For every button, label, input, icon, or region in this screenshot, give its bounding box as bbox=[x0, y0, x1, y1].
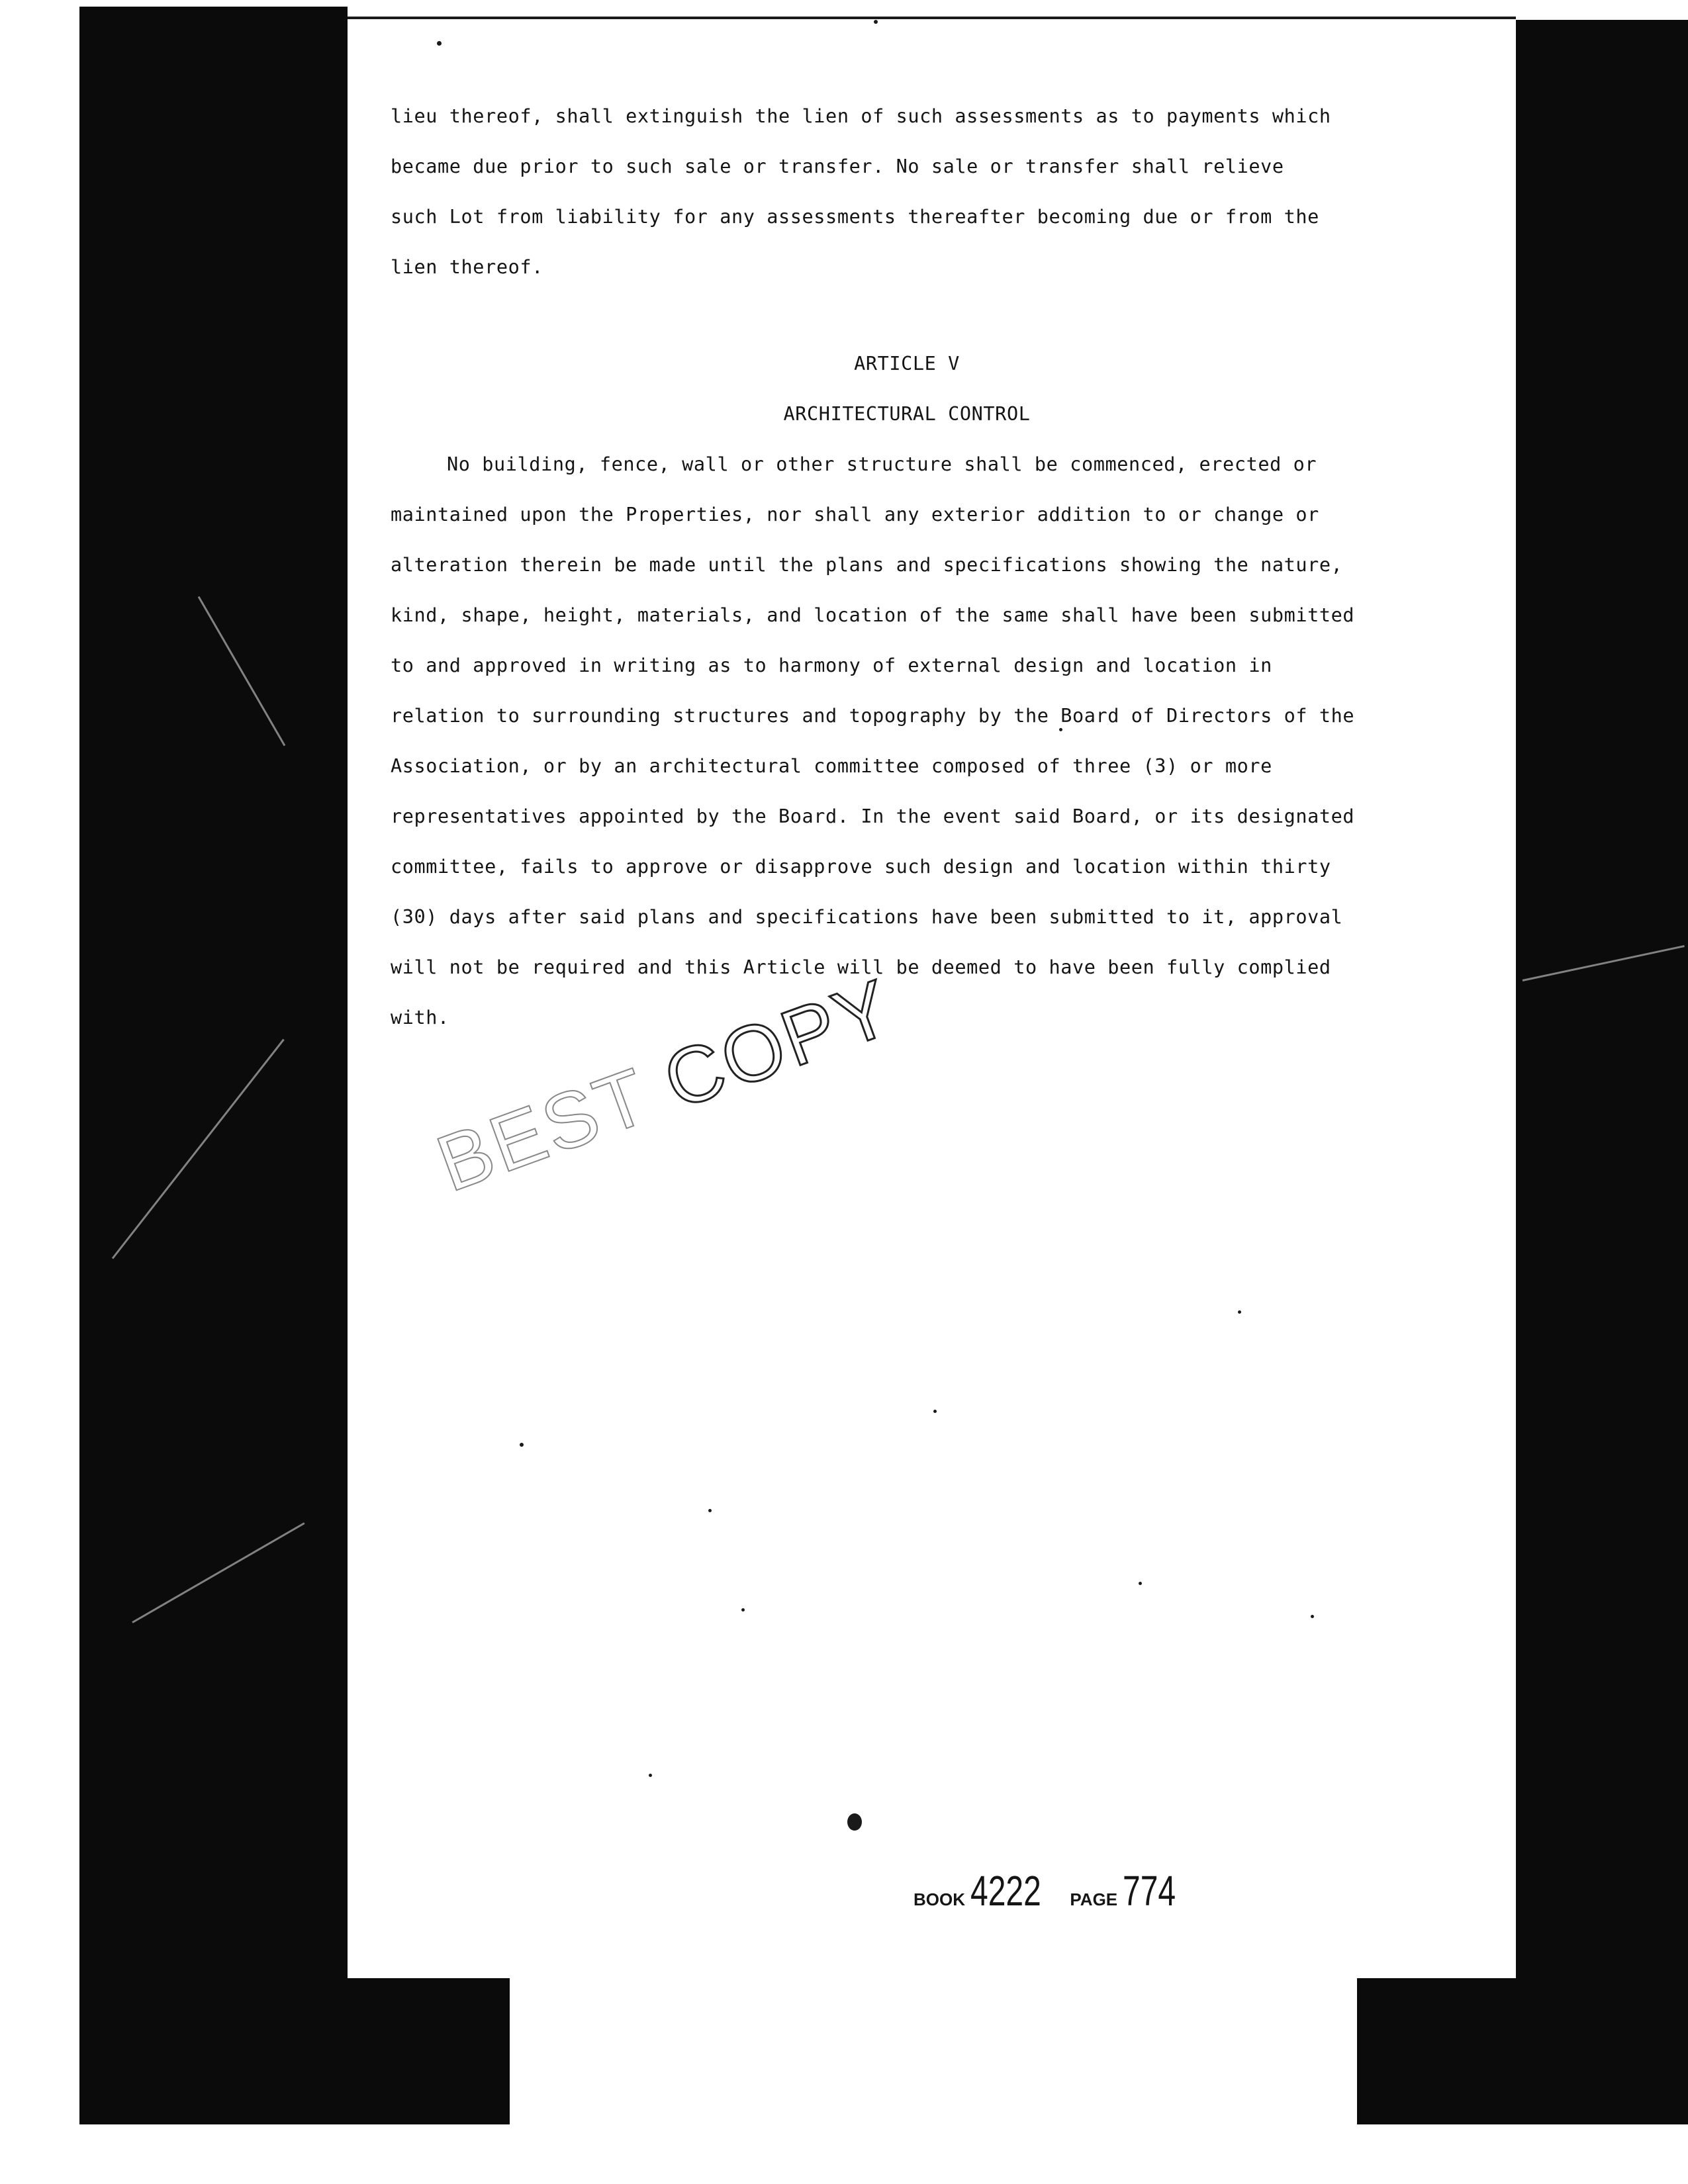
scan-speck bbox=[933, 1410, 937, 1413]
book-number: 4222 bbox=[970, 1867, 1041, 1915]
scan-border-bottom-left bbox=[79, 1976, 510, 2124]
text-line: such Lot from liability for any assessments thereafter becoming due or from the bbox=[391, 206, 1319, 228]
text-line: became due prior to such sale or transfer. No sale or transfer shall relieve bbox=[391, 156, 1284, 177]
text-line: lieu thereof, shall extinguish the lien of such assessments as to payments which bbox=[391, 105, 1331, 127]
scan-speck bbox=[1311, 1615, 1314, 1618]
text-line: representatives appointed by the Board. In the event said Board, or its designated bbox=[391, 805, 1355, 827]
text-line: (30) days after said plans and specifications have been submitted to it, approval bbox=[391, 906, 1343, 928]
scan-speck bbox=[741, 1608, 745, 1612]
scan-speck bbox=[874, 20, 878, 24]
scan-speck bbox=[520, 1443, 524, 1447]
text-line: kind, shape, height, materials, and location of the same shall have been submitted bbox=[391, 604, 1355, 626]
text-line: No building, fence, wall or other structure shall be commenced, erected or bbox=[447, 453, 1317, 475]
scan-speck bbox=[1139, 1582, 1142, 1585]
scan-speck bbox=[1059, 728, 1062, 731]
page-label: PAGE bbox=[1070, 1889, 1118, 1909]
text-line: Association, or by an architectural committee composed of three (3) or more bbox=[391, 755, 1272, 777]
text-line: with. bbox=[391, 1007, 449, 1028]
page-number: 774 bbox=[1123, 1867, 1176, 1915]
scan-border-right bbox=[1516, 20, 1688, 1985]
text-line: lien thereof. bbox=[391, 256, 543, 278]
text-line: committee, fails to approve or disapprove such design and location within thirty bbox=[391, 856, 1331, 878]
scan-speck bbox=[437, 41, 442, 46]
scan-speck bbox=[649, 1774, 652, 1777]
text-line: to and approved in writing as to harmony of external design and location in bbox=[391, 655, 1272, 676]
scan-speck bbox=[708, 1509, 712, 1512]
scan-border-left bbox=[79, 7, 348, 1985]
scan-border-bottom-right bbox=[1357, 1976, 1688, 2124]
text-line: maintained upon the Properties, nor shall any exterior addition to or change or bbox=[391, 504, 1319, 525]
document-text bbox=[391, 91, 1423, 1043]
book-page-reference bbox=[914, 1866, 1194, 1915]
scan-speck bbox=[847, 1813, 862, 1831]
scan-speck bbox=[1238, 1310, 1241, 1314]
text-line: relation to surrounding structures and topography by the Board of Directors of the bbox=[391, 705, 1355, 727]
text-line: will not be required and this Article will be deemed to have been fully complied bbox=[391, 956, 1331, 978]
book-label: BOOK bbox=[914, 1889, 965, 1909]
stamp-word-copy: COPY bbox=[653, 962, 905, 1126]
stamp-word-best: BEST bbox=[426, 1051, 660, 1209]
text-line: alteration therein be made until the plans and specifications showing the nature, bbox=[391, 554, 1343, 576]
article-number: ARTICLE V bbox=[854, 353, 960, 375]
article-title: ARCHITECTURAL CONTROL bbox=[783, 403, 1031, 425]
